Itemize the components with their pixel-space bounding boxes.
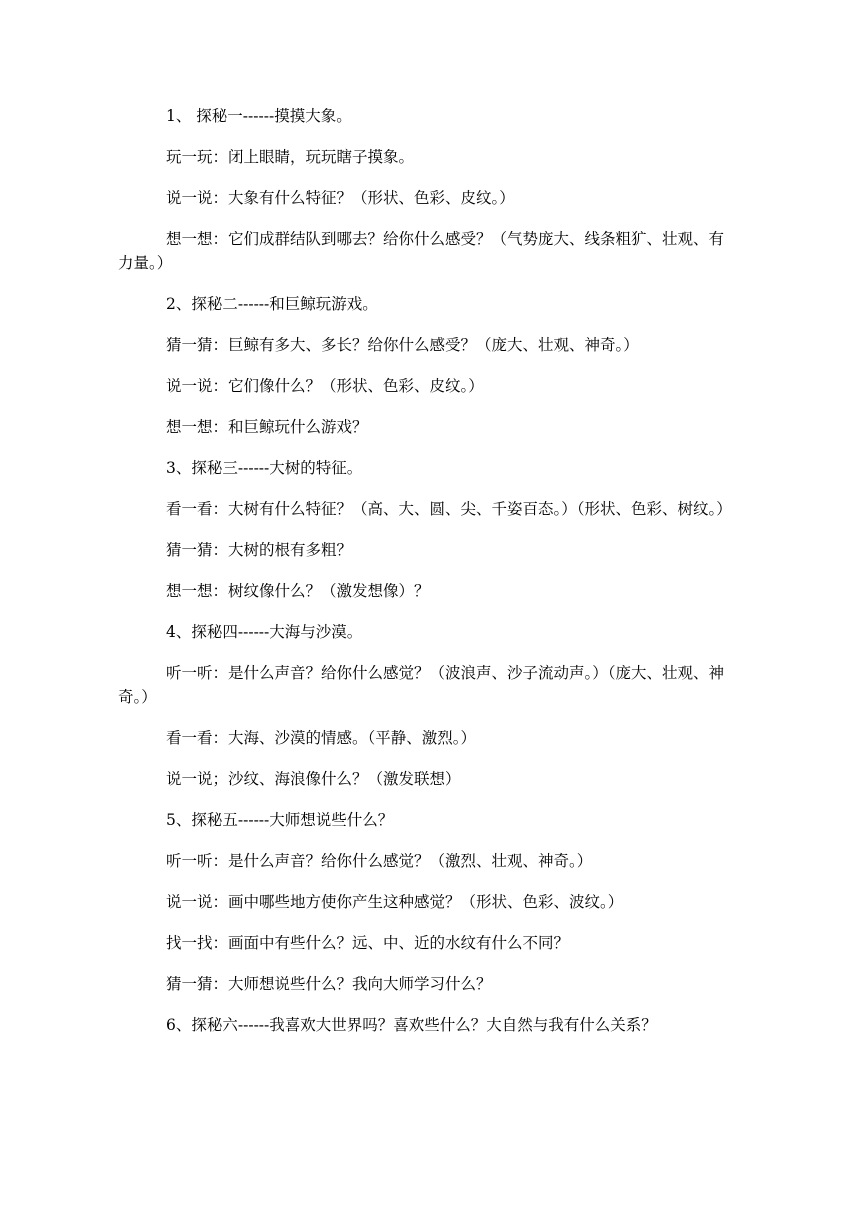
section-heading-4: 4、探秘四------大海与沙漠。 [166,623,363,641]
section-heading-2: 2、探秘二------和巨鲸玩游戏。 [166,295,378,313]
paragraph: 看一看：大海、沙漠的情感。（平静、激烈。） [166,729,477,747]
paragraph: 说一说：它们像什么？（形状、色彩、皮纹。） [166,377,484,395]
paragraph: 想一想：和巨鲸玩什么游戏？ [166,418,368,436]
section-heading-6: 6、探秘六------我喜欢大世界吗？喜欢些什么？大自然与我有什么关系？ [166,1016,657,1034]
paragraph: 想一想：树纹像什么？（激发想像）？ [166,582,430,600]
paragraph: 猜一猜：大师想说些什么？我向大师学习什么？ [166,975,492,993]
section-heading-3: 3、探秘三------大树的特征。 [166,459,363,477]
paragraph: 听一听：是什么声音？给你什么感觉？（波浪声、沙子流动声。）（庞大、壮观、神奇。） [118,664,725,706]
paragraph: 说一说：画中哪些地方使你产生这种感觉？（形状、色彩、波纹。） [166,893,624,911]
paragraph: 猜一猜：大树的根有多粗？ [166,541,353,559]
paragraph: 猜一猜：巨鲸有多大、多长？给你什么感受？（庞大、壮观、神奇。） [166,336,639,354]
section-heading-1: 1、 探秘一------摸摸大象。 [166,107,352,125]
paragraph: 看一看：大树有什么特征？（高、大、圆、尖、千姿百态。）（形状、色彩、树纹。） [166,500,732,518]
paragraph: 听一听：是什么声音？给你什么感觉？（激烈、壮观、神奇。） [166,852,593,870]
paragraph: 说一说；沙纹、海浪像什么？（激发联想） [166,770,461,788]
paragraph: 找一找：画面中有些什么？远、中、近的水纹有什么不同？ [166,934,570,952]
paragraph: 玩一玩：闭上眼睛，玩玩瞎子摸象。 [166,148,415,166]
paragraph: 想一想：它们成群结队到哪去？给你什么感受？（气势庞大、线条粗犷、壮观、有力量。） [118,230,725,272]
section-heading-5: 5、探秘五------大师想说些什么？ [166,811,394,829]
paragraph: 说一说：大象有什么特征？（形状、色彩、皮纹。） [166,189,515,207]
document-page [118,104,738,1054]
